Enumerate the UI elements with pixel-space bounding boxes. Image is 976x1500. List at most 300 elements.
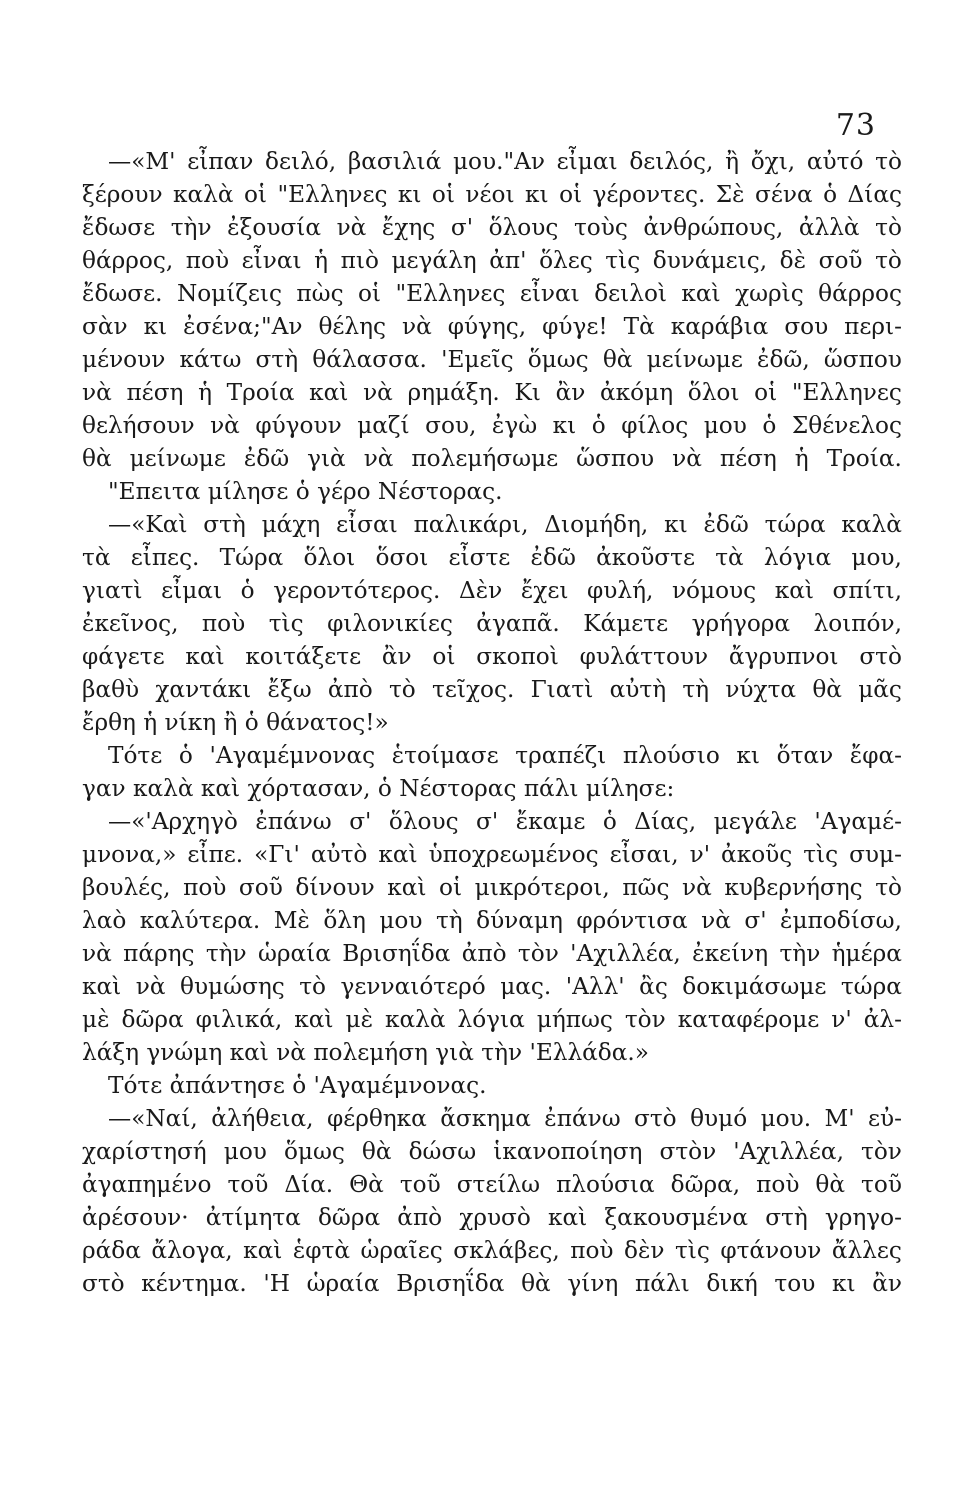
text-word: ὡραῖες (360, 1237, 443, 1264)
text-word: κοιτάξετε (245, 643, 362, 670)
text-word: σ' (476, 808, 499, 835)
text-line (82, 1069, 902, 1102)
text-word: ἐδῶ (243, 445, 290, 472)
text-word: νὰ (401, 313, 432, 340)
text-word: Τροία (226, 379, 295, 406)
text-word: ἄλλες (831, 1237, 902, 1264)
text-word: τὴ (682, 676, 710, 703)
text-word: θὰ (521, 1270, 551, 1297)
text-word: εἶναι (519, 280, 580, 307)
text-word: τὸ (875, 148, 902, 175)
text-word: οἱ (357, 280, 382, 307)
text-word: μου."Αν (452, 148, 545, 175)
text-word: τὴν (170, 214, 212, 241)
text-word: τὸ (388, 676, 416, 703)
text-word: σ' (744, 907, 767, 934)
text-word: ὥσπου (823, 346, 902, 373)
text-word: σ' (450, 214, 474, 241)
text-word: τὴν (205, 940, 247, 967)
text-word: ἀλ- (863, 1006, 902, 1033)
text-word: ἄγρυπνοι (728, 643, 839, 670)
text-word: συμ- (849, 841, 902, 868)
text-word: πὼς (296, 280, 344, 307)
text-word: καλὰ (173, 181, 234, 208)
text-line (82, 442, 902, 475)
text-word: καὶ (681, 280, 721, 307)
text-word: νὰ (672, 445, 702, 472)
text-line (82, 1267, 902, 1300)
text-word: μου (703, 412, 747, 439)
text-word: νὰ (135, 973, 166, 1000)
text-word: τὰ (715, 544, 744, 571)
text-word: θυμώσης (179, 973, 285, 1000)
text-word: λόγια (457, 1006, 525, 1033)
text-word: γενναιότερό (340, 973, 486, 1000)
text-word: ὅλους (388, 808, 459, 835)
text-word: μείνωμε (646, 346, 743, 373)
text-word: ρημάξη. (407, 379, 500, 406)
text-word: ἑφτὰ (292, 1237, 350, 1264)
text-word: πλούσιο (622, 742, 720, 769)
text-line (82, 244, 902, 277)
text-word: μεγάλη (391, 247, 477, 274)
text-word: γίνη (567, 1270, 619, 1297)
text-word: Τὰ (623, 313, 655, 340)
text-line (82, 673, 902, 706)
text-word: εἶμαι (161, 577, 223, 604)
text-word: φίλος (621, 412, 689, 439)
text-word: τραπέζι (515, 742, 607, 769)
text-word: καὶ (82, 973, 122, 1000)
text-word: φιλονικίες (327, 610, 453, 637)
text-word: σοῦ (818, 247, 863, 274)
text-word: ἡ (314, 247, 329, 274)
text-word: φάγετε (82, 643, 165, 670)
text-word: Θὰ (349, 1171, 384, 1198)
text-word: ἡ (198, 379, 212, 406)
text-word: ἐπάνω (255, 808, 332, 835)
text-word: ἀνθρώπους, (643, 214, 784, 241)
text-word: 'Αχιλλέα, (570, 940, 681, 967)
text-word: ἀπὸ (461, 940, 507, 967)
text-word: καὶ (294, 1006, 334, 1033)
text-word: Διομήδη, (544, 511, 649, 538)
text-word: μικρότεροι, (474, 874, 610, 901)
text-word: καὶ (185, 643, 225, 670)
text-word: ὡραία (257, 940, 331, 967)
text-word: Δία. (284, 1171, 334, 1198)
text-word: ἀλήθεια, (211, 1105, 314, 1132)
text-word: καλὰ (841, 511, 902, 538)
text-word: πέση (126, 379, 184, 406)
text-line-content: ἔρθη ἡ νίκη ἢ ὁ θάνατος!» (82, 709, 389, 736)
text-word: δική (706, 1270, 758, 1297)
text-line (82, 1102, 902, 1135)
text-word: σπίτι, (832, 577, 902, 604)
text-word: θάρρος, (82, 247, 174, 274)
text-line (82, 1168, 902, 1201)
text-line-content: "Επειτα μίλησε ὁ γέρο Νέστορας. (108, 478, 503, 505)
text-word: κι (525, 181, 549, 208)
text-word: ὅταν (776, 742, 834, 769)
text-word: ποὺ (201, 610, 246, 637)
text-word: μὲ (82, 1006, 110, 1033)
text-word: βουλές, (82, 874, 171, 901)
text-word: ἱκανοποίηση (493, 1138, 643, 1165)
text-word: τώρα (840, 973, 902, 1000)
text-word: 'Η (263, 1270, 290, 1297)
text-word: ὅλες (539, 247, 593, 274)
text-word: τὸν (624, 1006, 666, 1033)
text-word: περι- (844, 313, 902, 340)
text-word: ἑτοίμασε (391, 742, 499, 769)
text-word: πέση (719, 445, 777, 472)
text-line (82, 1234, 902, 1267)
text-word: καράβια (670, 313, 769, 340)
text-word: γέροντες. (592, 181, 706, 208)
text-word: κι (664, 511, 688, 538)
text-word: μήπως (536, 1006, 613, 1033)
text-word: τὸ (875, 247, 902, 274)
text-line (82, 970, 902, 1003)
text-word: στὴ (765, 1204, 808, 1231)
text-word: γιὰ (307, 445, 346, 472)
text-line (82, 904, 902, 937)
text-word: οἱ (439, 874, 463, 901)
text-word: του (774, 1270, 816, 1297)
text-word: ἀκόμη (600, 379, 674, 406)
text-word: "Ελληνες (277, 181, 388, 208)
text-word: ὅμως (527, 346, 589, 373)
text-line-content: λάξη γνώμη καὶ νὰ πολεμήση γιὰ τὴν 'Ελλάδα.» (82, 1039, 649, 1066)
text-line (82, 343, 902, 376)
text-word: σ' (349, 808, 372, 835)
text-line (82, 1201, 902, 1234)
text-word: τὸν (861, 1138, 902, 1165)
text-word: ἐκεῖνος, (82, 610, 179, 637)
text-word: σὰν (82, 313, 128, 340)
text-word: χωρὶς (735, 280, 804, 307)
text-word: παλικάρι, (413, 511, 529, 538)
text-word: καταφέρομε (677, 1006, 820, 1033)
text-word: θὰ (361, 1138, 392, 1165)
text-word: κάτω (179, 346, 242, 373)
text-word: γρηγο- (824, 1204, 902, 1231)
text-word: φιλικά, (195, 1006, 283, 1033)
text-word: δῶρα (121, 1006, 184, 1033)
text-word: γεροντότερος. (273, 577, 441, 604)
text-word: πιὸ (340, 247, 379, 274)
text-word: λοιπόν, (813, 610, 902, 637)
text-line (82, 211, 902, 244)
text-word: κέντημα. (141, 1270, 247, 1297)
text-word: δειλός, (629, 148, 714, 175)
text-word: ν' (689, 841, 711, 868)
text-line-content: γαν καλὰ καὶ χόρτασαν, ὁ Νέστορας πάλι μίλησε: (82, 775, 675, 802)
text-word: —«Καὶ (108, 511, 188, 538)
text-word: δῶρα, (670, 1171, 741, 1198)
text-word: ἀγαπᾶ. (476, 610, 560, 637)
text-word: ἐδῶ (703, 511, 749, 538)
text-word: ἐπάνω (544, 1105, 621, 1132)
text-word: Μὲ (273, 907, 310, 934)
text-word: θὰ (82, 445, 112, 472)
text-word: "Ελληνες (791, 379, 902, 406)
text-word: χαντάκι (155, 676, 252, 703)
text-word: οἱ (559, 181, 583, 208)
text-word: φυλή, (587, 577, 654, 604)
text-word: οἱ (243, 181, 268, 208)
text-line (82, 607, 902, 640)
text-line (82, 574, 902, 607)
text-word: μεγάλε (713, 808, 797, 835)
text-word: κι (736, 742, 760, 769)
text-word: σένα (755, 181, 813, 208)
text-word: ποὺ (570, 1237, 614, 1264)
text-word: 'Αχιλλέα, (733, 1138, 844, 1165)
text-word: δὲ (779, 247, 807, 274)
text-word: θάρρος (818, 280, 902, 307)
text-word: Μ' (824, 1105, 855, 1132)
text-line (82, 508, 902, 541)
text-word: φύγουν (255, 412, 342, 439)
text-word: ὁ (762, 412, 777, 439)
text-word: ἀκοῦς (721, 841, 793, 868)
text-word: κι (552, 412, 577, 439)
text-word: ἡμέρα (831, 940, 902, 967)
text-word: δὲν (623, 1237, 665, 1264)
text-word: ἂν (381, 643, 412, 670)
text-word: νύχτα (725, 676, 797, 703)
text-word: χαρίστησή (82, 1138, 207, 1165)
text-word: Δίας (847, 181, 902, 208)
text-word: ἀπ' (489, 247, 527, 274)
text-word: εἶσαι (336, 511, 398, 538)
text-word: εἶσαι, (609, 841, 679, 868)
text-word: ἔκαμε (515, 808, 586, 835)
text-word: δειλοὶ (594, 280, 667, 307)
text-word: ἂν (872, 1270, 902, 1297)
text-word: θυμό (690, 1105, 748, 1132)
text-word: καὶ (309, 379, 349, 406)
text-word: δῶρα (317, 1204, 381, 1231)
text-word: —«Μ' (108, 148, 176, 175)
text-word: ὁ (823, 181, 838, 208)
text-word: νὰ (701, 907, 731, 934)
text-word: ἔχει (520, 577, 569, 604)
text-word: τὶς (605, 247, 641, 274)
text-word: μὲ (345, 1006, 374, 1033)
text-word: ξέρουν (82, 181, 163, 208)
text-word: —«'Αρχηγὸ (108, 808, 238, 835)
text-word: δύναμη (476, 907, 563, 934)
text-word: "Ελληνες (395, 280, 506, 307)
text-word: στὸ (859, 643, 902, 670)
text-word: ἔχης (381, 214, 436, 241)
text-word: ἐξουσία (227, 214, 321, 241)
text-word: τὴ (435, 907, 463, 934)
text-word: ὁ (178, 742, 193, 769)
text-word: Βρισηΐδα (396, 1270, 505, 1297)
text-word: —«Ναί, (108, 1105, 198, 1132)
text-word: τὴν (779, 940, 821, 967)
text-word: ὅλοι (303, 544, 356, 571)
text-word: εἶπες. (130, 544, 200, 571)
text-word: στὸ (82, 1270, 125, 1297)
text-word: ποὺ (185, 247, 230, 274)
text-word: κι (831, 1270, 856, 1297)
text-word: ἀγαπημένο (82, 1171, 212, 1198)
text-word: νὰ (682, 874, 712, 901)
text-word: ἐκείνη (692, 940, 769, 967)
text-word: λαὸ (82, 907, 127, 934)
text-word: 'Αγαμέμνονας (209, 742, 376, 769)
text-line (82, 640, 902, 673)
text-word: Κι (514, 379, 541, 406)
text-word: θέλης (318, 313, 387, 340)
text-word: Σὲ (715, 181, 745, 208)
text-word: ὡραία (306, 1270, 380, 1297)
text-line (82, 409, 902, 442)
text-word: Τότε (108, 742, 163, 769)
text-word: σκοποὶ (476, 643, 559, 670)
text-word: καὶ (378, 841, 418, 868)
text-word: δοκιμάσωμε (682, 973, 827, 1000)
text-word: ὅλους (488, 214, 559, 241)
text-word: νὰ (210, 412, 240, 439)
text-line (82, 178, 902, 211)
text-word: ἐμποδίσω, (780, 907, 902, 934)
text-word: φρόντισα (576, 907, 688, 934)
text-word: τὸ (875, 214, 902, 241)
text-word: τὶς (803, 841, 839, 868)
text-line (82, 1003, 902, 1036)
text-word: Σθένελος (791, 412, 902, 439)
text-word: ὁ (240, 577, 255, 604)
text-word: ἂν (555, 379, 586, 406)
text-word: αὐτό (806, 148, 864, 175)
text-word: κι (397, 181, 422, 208)
text-word: τὸ (299, 973, 327, 1000)
text-word: ἂς (639, 973, 668, 1000)
text-word: εἶναι (241, 247, 302, 274)
text-word: εἶμαι (556, 148, 618, 175)
text-word: δειλό, (265, 148, 337, 175)
text-word: ράδα (82, 1237, 141, 1264)
text-word: αὐτὸ (310, 841, 368, 868)
text-word: τοῦ (227, 1171, 269, 1198)
text-line (82, 277, 902, 310)
text-word: ἐδῶ (530, 544, 576, 571)
text-word: ἀλλὰ (798, 214, 860, 241)
text-line (82, 871, 902, 904)
text-word: ἀπὸ (397, 1204, 443, 1231)
text-word: μου (223, 1138, 267, 1165)
text-word: Κάμετε (583, 610, 669, 637)
text-word: σκλάβες, (453, 1237, 560, 1264)
text-line (82, 772, 902, 805)
text-word: ἀπὸ (327, 676, 373, 703)
text-word: Τροία. (826, 445, 902, 472)
text-word: εἶστε (448, 544, 511, 571)
text-word: ἔδωσε. (82, 280, 163, 307)
text-line (82, 541, 902, 574)
text-word: φέρθηκα (326, 1105, 427, 1132)
text-word: νὰ (363, 379, 393, 406)
text-word: τὰ (82, 544, 111, 571)
text-word: μνονα,» (82, 841, 177, 868)
text-word: καὶ (548, 1204, 588, 1231)
text-word: μου (379, 907, 423, 934)
text-word: ὅσοι (375, 544, 429, 571)
text-line (82, 838, 902, 871)
text-line (82, 805, 902, 838)
text-word: μου, (851, 544, 902, 571)
text-word: φτάνουν (720, 1237, 822, 1264)
text-word: στὸν (659, 1138, 717, 1165)
text-word: τὸν (517, 940, 559, 967)
text-line (82, 145, 902, 178)
text-line (82, 1036, 902, 1069)
text-word: ἄσκημα (440, 1105, 531, 1132)
text-word: σου (784, 313, 829, 340)
text-word: πῶς (622, 874, 670, 901)
text-word: αὐτὴ (609, 676, 667, 703)
text-word: ἐγὼ (491, 412, 538, 439)
text-word: ὁ (602, 808, 617, 835)
text-word: Τώρα (219, 544, 284, 571)
text-word: οἱ (432, 643, 456, 670)
text-word: ὄχι, (750, 148, 796, 175)
text-word: τὶς (268, 610, 304, 637)
text-line (82, 937, 902, 970)
text-word: πάρης (123, 940, 195, 967)
text-word: καὶ (774, 577, 814, 604)
text-word: νὰ (363, 445, 394, 472)
text-line (82, 475, 902, 508)
text-line (82, 706, 902, 739)
text-word: θάλασσα. (312, 346, 427, 373)
text-word: νὰ (336, 214, 367, 241)
text-word: θὰ (602, 346, 633, 373)
text-word: ἔφα- (849, 742, 902, 769)
text-word: Νομίζεις (176, 280, 283, 307)
text-word: γιατὶ (82, 577, 143, 604)
text-word: νόμους (671, 577, 757, 604)
text-word: ἢ (725, 148, 739, 175)
text-word: ὅλοι (687, 379, 740, 406)
text-line (82, 310, 902, 343)
text-word: τώρα (764, 511, 826, 538)
text-word: μαζί (357, 412, 410, 439)
text-word: φυλάττουν (579, 643, 709, 670)
text-word: πολεμήσωμε (411, 445, 559, 472)
text-word: τὸ (875, 874, 902, 901)
text-word: ποὺ (756, 1171, 800, 1198)
text-word: Δίας, (634, 808, 697, 835)
text-word: μάχη (261, 511, 321, 538)
text-word: πάλι (634, 1270, 690, 1297)
text-word: τεῖχος. (432, 676, 515, 703)
text-word: ἀρέσουν· (82, 1204, 189, 1231)
text-word: σοῦ (238, 874, 283, 901)
text-word: στὸ (634, 1105, 677, 1132)
text-word: δώσω (408, 1138, 477, 1165)
text-word: Βρισηΐδα (342, 940, 451, 967)
text-word: θὰ (815, 1171, 846, 1198)
text-word: τοὺς (573, 214, 628, 241)
text-word: οἱ (431, 181, 455, 208)
